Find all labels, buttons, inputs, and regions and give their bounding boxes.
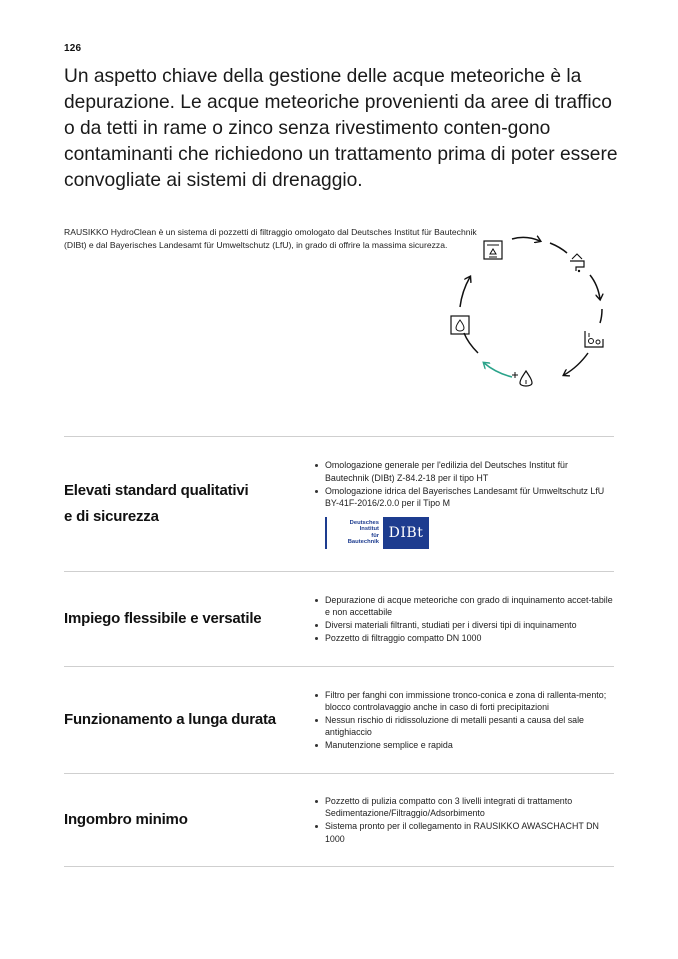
feature-title-line: Elevati standard qualitativi: [64, 482, 249, 499]
bullet-item: Nessun rischio di ridissoluzione di metalli pesanti a causa del sale antighiaccio: [314, 714, 614, 739]
bullet-item: Pozzetto di filtraggio compatto DN 1000: [314, 632, 614, 645]
cycle-arrow-4: [600, 309, 602, 323]
feature-title: Funzionamento a lunga durata: [64, 711, 276, 728]
feature-bullet-list: [314, 594, 614, 644]
treatment-cycle-diagram: [440, 225, 630, 405]
bullet-item: Sistema pronto per il collegamento in RAUSIKKO AWASCHACHT DN 1000: [314, 820, 614, 845]
bullet-item: Omologazione idrica del Bayerisches Landesamt für Umweltschutz LfU BY-41F-2016/2.0.0 per il Tipo M: [314, 485, 614, 510]
rain-gutter-icon: [570, 254, 584, 272]
intro-paragraph: Un aspetto chiave della gestione delle acque meteoriche è la depurazione. Le acque meteoriche provenienti da aree di traffico o da tetti in rame o zinco senza rivestimento conten-gono contaminanti che richiedono un trattamento prima di poter essere convogliate ai sistemi di drenaggio.: [64, 66, 618, 191]
dibt-logo: [325, 517, 429, 549]
feature-title: Ingombro minimo: [64, 811, 188, 828]
logo-mark: DIBt: [383, 517, 429, 549]
page-number: 126: [64, 43, 82, 54]
features-table: [64, 436, 614, 867]
bullet-item: Omologazione generale per l'edilizia del Deutsches Institut für Bautechnik (DIBt) Z-84.2-18 per il tipo HT: [314, 459, 614, 484]
feature-body: [312, 459, 614, 548]
water-drop-sparkle-icon: [512, 371, 532, 386]
feature-bullet-list: [314, 689, 614, 752]
cycle-arrow-2: [550, 243, 567, 253]
product-description: RAUSIKKO HydroClean è un sistema di pozzetti di filtraggio omologato dal Deutsches Institut für Bautechnik (DIBt) e dal Bayerisches Landesamt für Umweltschutz (LfU), in grado di offrire la massima sicurezza.: [64, 227, 477, 250]
filter-box-icon: [451, 316, 469, 334]
logo-text: für: [371, 532, 379, 539]
monitor-icon: [484, 241, 502, 259]
feature-row-compact: [64, 773, 614, 867]
cycle-arrow-5: [564, 353, 588, 375]
bullet-item: Diversi materiali filtranti, studiati per i diversi tipi di inquinamento: [314, 619, 614, 632]
logo-text: Deutsches: [349, 519, 379, 526]
feature-bullet-list: [314, 459, 614, 509]
logo-text: Bautechnik: [347, 539, 379, 546]
cycle-arrow-7: [464, 333, 478, 353]
logo-text: Institut: [359, 526, 379, 533]
feature-body: [312, 689, 614, 752]
settling-tank-icon: [585, 331, 603, 347]
cycle-arrow-6: [484, 363, 512, 377]
bullet-item: Pozzetto di pulizia compatto con 3 livelli integrati di trattamento Sedimentazione/Filtraggio/Adsorbimento: [314, 795, 614, 820]
feature-row-quality: [64, 436, 614, 571]
cycle-arrow-8: [460, 277, 470, 307]
cycle-arrow-3: [590, 275, 600, 299]
bullet-item: Depurazione di acque meteoriche con grado di inquinamento accet-tabile e non accettabile: [314, 594, 614, 619]
bullet-item: Filtro per fanghi con immissione tronco-conica e zona di rallenta-mento; blocco controlavaggio anche in caso di forti precipitazioni: [314, 689, 614, 714]
bullet-item: Manutenzione semplice e rapida: [314, 739, 614, 752]
feature-bullet-list: [314, 795, 614, 845]
feature-title: [64, 478, 312, 530]
cycle-arrow-1: [512, 237, 540, 241]
feature-title: Impiego flessibile e versatile: [64, 610, 262, 627]
feature-body: [312, 594, 614, 644]
feature-title-line: e di sicurezza: [64, 508, 159, 525]
feature-row-flexible: [64, 571, 614, 666]
feature-body: [312, 795, 614, 845]
feature-row-durability: [64, 666, 614, 773]
